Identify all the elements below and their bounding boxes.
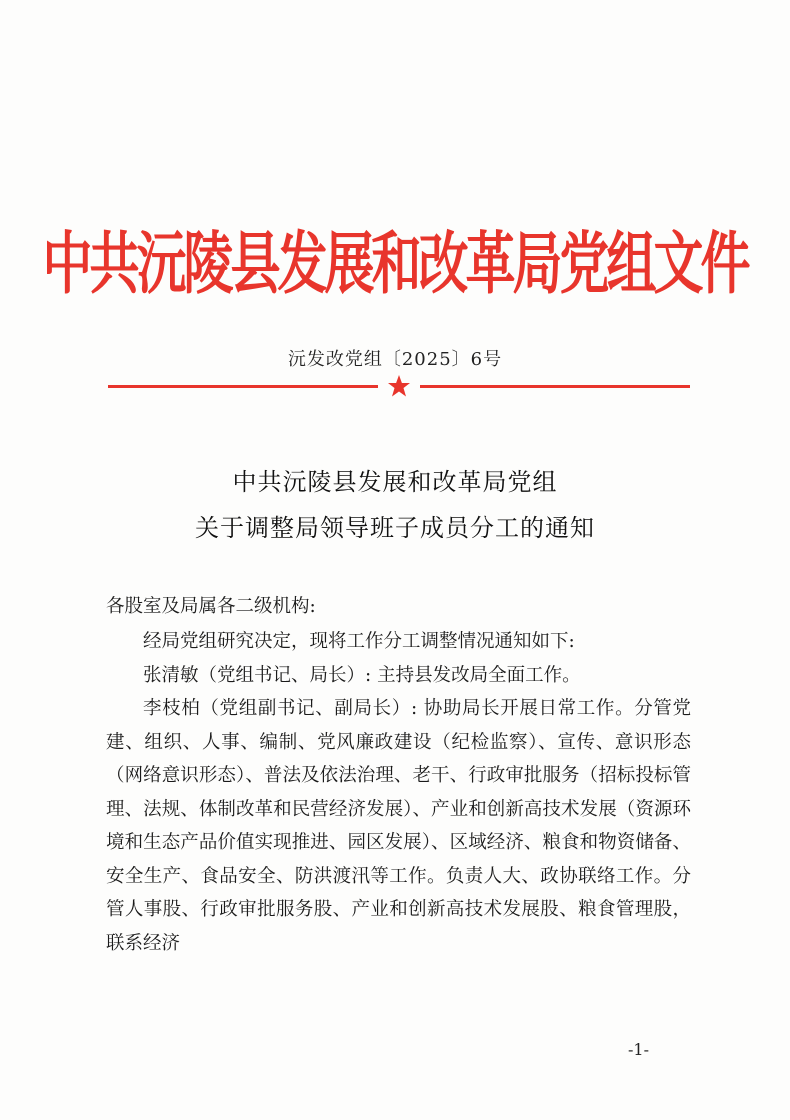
red-star-icon bbox=[387, 374, 411, 398]
divider-line-left bbox=[108, 385, 378, 388]
issuer-red-header: 中共沅陵县发展和改革局党组文件 bbox=[42, 224, 748, 304]
red-divider bbox=[108, 374, 690, 398]
paragraph-intro: 经局党组研究决定，现将工作分工调整情况通知如下: bbox=[143, 631, 575, 652]
paragraph-zhang: 张清敏（党组书记、局长）: 主持县发改局全面工作。 bbox=[143, 664, 581, 686]
document-body bbox=[106, 625, 691, 960]
salutation: 各股室及局属各二级机构: bbox=[106, 596, 316, 617]
page-number: -1- bbox=[628, 1040, 649, 1059]
paragraph-li: 李枝柏（党组副书记、副局长）: 协助局长开展日常工作。分管党建、组织、人事、编制、党风廉政建设（纪检监察）、宣传、意识形态（网络意识形态）、普法及依法治理、老干、行政审批服务（招标投标管理、法规、体制改革和民营经济发展）、产业和创新高技术发展（资源环境和生态产品价值实现推进、园区发展）、区域经济、粮食和物资储备、安全生产、食品安全、防洪渡汛等工作。负责人大、政协联络工作。分管人事股、行政审批服务股、产业和创新高技术发展股、粮食管理股，联系经济 bbox=[106, 698, 691, 954]
document-title-line-1: 中共沅陵县发展和改革局党组 bbox=[232, 468, 558, 496]
divider-line-right bbox=[420, 385, 690, 388]
document-title-line-2: 关于调整局领导班子成员分工的通知 bbox=[195, 514, 595, 542]
document-number: 沅发改党组〔2025〕6号 bbox=[287, 349, 503, 370]
